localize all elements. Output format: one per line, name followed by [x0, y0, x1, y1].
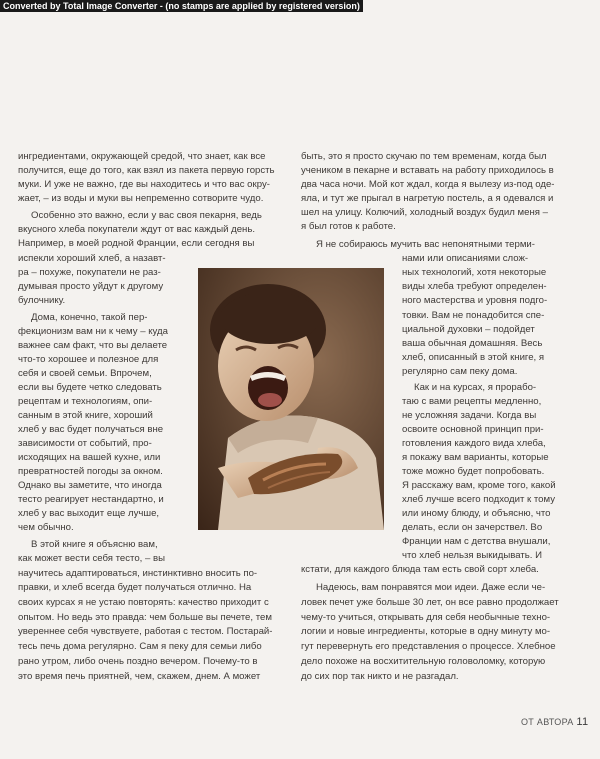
text-line: своих курсах я не устаю повторять: качество приходит с [18, 597, 269, 608]
text-line: Как и на курсах, я прорабо- [414, 382, 537, 393]
text-line: быть, это я просто скучаю по тем временам, когда был [301, 151, 547, 162]
text-line: ного мастерства и уровня подго- [402, 295, 548, 306]
watermark-banner: Converted by Total Image Converter - (no stamps are applied by registered version) [0, 0, 363, 12]
text-line: рано утром, либо очень поздно вечером. Почему-то в [18, 656, 258, 667]
text-line: ных технологий, хотя некоторые [402, 267, 547, 278]
text-line: Например, в моей родной Франции, если сегодня вы [18, 238, 255, 249]
text-line: это время печь приятней, чем, скажем, днем. А может [18, 671, 261, 682]
text-line: товки. Вам не понадобится спе- [402, 310, 545, 321]
text-line: гут перевернуть его представления о процессе. Хлебное [301, 641, 556, 652]
text-line: что хлеб нельзя выкидывать. И [402, 550, 543, 561]
text-line: Дома, конечно, такой пер- [31, 312, 148, 323]
text-line: хлеб у вас выходит еще лучше, [18, 508, 160, 519]
text-line: тоже можно будет попробовать. [402, 466, 545, 477]
text-line: превратностей погоды за окном. [18, 466, 163, 477]
text-line: или иному блюду, и объясню, что [402, 508, 551, 519]
text-line: санным в этой книге, хороший [18, 410, 153, 421]
text-line: вкусного хлеба покупатели ждут от вас каждый день. [18, 224, 256, 235]
text-line: ловек печет уже больше 30 лет, он все равно продолжает [301, 597, 559, 608]
text-line: нами или описаниями слож- [402, 253, 529, 264]
text-line: правки, и хлеб всегда будет получаться отлично. На [18, 582, 252, 593]
text-line: готовления каждого вида хлеба, [402, 438, 546, 449]
text-line: не усложняя задачи. Когда вы [402, 410, 537, 421]
text-line: научитесь адаптироваться, инстинктивно вносить по- [18, 568, 258, 579]
text-line: я был готов к работе. [301, 221, 396, 232]
text-line: хлеб лучше всего подходит к тому [402, 494, 556, 505]
text-line: шел на улицу. Колючий, холодный воздух будил меня – [301, 207, 548, 218]
child-illustration [198, 268, 384, 530]
text-line: ра – похуже, покупатели не раз- [18, 267, 161, 278]
page-footer [521, 716, 588, 728]
text-line: учеником в пекарне и вставать на работу приходилось в [301, 165, 554, 176]
text-line: себя и своей семьи. Впрочем, [18, 368, 152, 379]
text-line: Я расскажу вам, кроме того, какой [402, 480, 556, 491]
text-line: что-то хорошее и полезное для [18, 354, 159, 365]
text-line: Франции нам с детства внушали, [402, 536, 551, 547]
text-line: хлеб у вас будет получаться вне [18, 424, 164, 435]
text-line: жает, – из воды и муки вы непременно сотворите чудо. [18, 193, 264, 204]
text-line: делать, если он зачерствел. Во [402, 522, 543, 533]
text-line: циальной духовки – подойдет [402, 324, 535, 335]
text-line: ваша обычная домашняя. Весь [402, 338, 543, 349]
text-line: опытом. Но ведь это правда: чем больше вы печете, тем [18, 612, 272, 623]
text-line: думывая просто уйдут к другому [18, 281, 164, 292]
text-line: В этой книге я объясню вам, [31, 539, 158, 550]
text-line: исходящих на вашей кухне, или [18, 452, 161, 463]
text-line: тесь печь дома регулярно. Сам я пеку для семьи либо [18, 641, 262, 652]
text-line: хлеб, описанный в этой книге, я [402, 352, 545, 363]
photo-laughing-child [198, 268, 384, 530]
text-line: регулярно сам пеку дома. [402, 366, 518, 377]
text-line: таю с вами рецепты медленно, [402, 396, 542, 407]
text-line: зависимости от событий, про- [18, 438, 152, 449]
text-line: Однако вы заметите, что иногда [18, 480, 162, 491]
section-title: ОТ АВТОРА [521, 717, 574, 727]
text-line: логии и новые ингредиенты, которые в одну минуту мо- [301, 626, 551, 637]
text-line: яла, и тут же прыгал в нагретую постель, а я одевался и [301, 193, 554, 204]
text-line: Я не собираюсь мучить вас непонятными терми- [316, 239, 535, 250]
text-line: муки. И уже не важно, где вы находитесь и что вас окру- [18, 179, 270, 190]
text-line: рецептам и технологиям, опи- [18, 396, 153, 407]
text-line: до сих пор так никто и не разгадал. [301, 671, 459, 682]
text-line: я покажу вам варианты, которые [402, 452, 549, 463]
page-number: 11 [576, 716, 589, 728]
text-line: два часа ночи. Мой кот ждал, когда я вылезу из-под оде- [301, 179, 555, 190]
text-line: чему-то учиться, открывать для себя необычные техно- [301, 612, 551, 623]
text-line: ингредиентами, окружающей средой, что знает, как все [18, 151, 266, 162]
text-line: тесто реагирует нестандартно, и [18, 494, 164, 505]
text-line: увереннее себя чувствуете, работая с тестом. Постарай- [18, 626, 273, 637]
text-line: Надеюсь, вам понравятся мои идеи. Даже если че- [316, 582, 546, 593]
text-line: Особенно это важно, если у вас своя пекарня, ведь [31, 210, 262, 221]
text-line: дело похоже на восхитительную головоломку, которую [301, 656, 546, 667]
text-line: как может вести себя тесто, – вы [18, 553, 165, 564]
text-line: чем обычно. [18, 522, 74, 533]
text-line: если вы будете четко следовать [18, 382, 162, 393]
text-line: виды хлеба требуют определен- [402, 281, 547, 292]
text-line: получится, еще до того, как взял из пакета первую горсть [18, 165, 275, 176]
text-line: кстати, для каждого блюда там есть свой сорт хлеба. [301, 564, 539, 575]
text-line: испекли хороший хлеб, а назавт- [18, 253, 166, 264]
text-line: фекционизм вам ни к чему – куда [18, 326, 168, 337]
text-line: важнее сам факт, что вы делаете [18, 340, 168, 351]
text-line: освоите основной принцип при- [402, 424, 544, 435]
text-line: булочнику. [18, 295, 66, 306]
